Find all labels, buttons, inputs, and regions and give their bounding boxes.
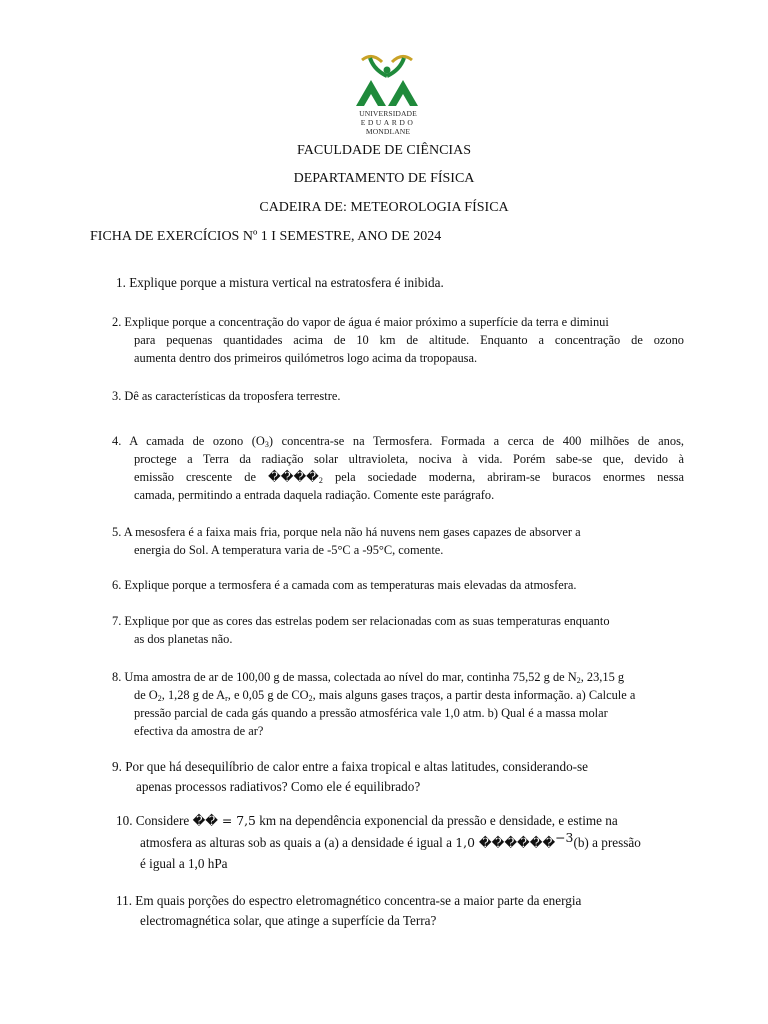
- question-5-line-2: energia do Sol. A temperatura varia de -5°C a -95°C, comente.: [134, 543, 444, 557]
- question-8-line-1: 8. Uma amostra de ar de 100,00 g de massa, colectada ao nível do mar, continha 75,52 g de $N_2$, 23,15 g: [112, 670, 625, 685]
- question-9-line-2: apenas processos radiativos? Como ele é equilibrado?: [136, 779, 421, 794]
- question-4: [112, 432, 684, 504]
- question-8: [112, 668, 698, 740]
- question-3-line-1: 3. Dê as características da troposfera terrestre.: [112, 389, 341, 403]
- question-11: [116, 891, 688, 931]
- question-11-line-2: electromagnética solar, que atinge a superfície da Terra?: [140, 913, 437, 928]
- question-8-line-4: efectiva da amostra de ar?: [134, 724, 264, 738]
- question-1-line-1: 1. Explique porque a mistura vertical na estratosfera é inibida.: [116, 275, 444, 290]
- question-8-line-2: de $O_2$, 1,28 g de $A_r$, e 0,05 g de $CO_2$, mais alguns gases traços, a partir desta informação. a) Calcule a: [134, 688, 636, 703]
- logo-text-line1: UNIVERSIDADE: [359, 109, 417, 118]
- question-10-line-3: é igual a 1,0 hPa: [140, 856, 228, 871]
- question-5: [112, 523, 684, 559]
- question-7: [112, 612, 684, 648]
- question-8-line-3: pressão parcial de cada gás quando a pressão atmosférica vale 1,0 atm. b) Qual é a massa molar: [134, 706, 608, 720]
- question-9-line-1: 9. Por que há desequilíbrio de calor entre a faixa tropical e altas latitudes, considerando-se: [112, 759, 589, 774]
- question-2-line-2: para pequenas quantidades acima de 10 km de altitude. Enquanto a concentração de ozono: [134, 333, 684, 347]
- question-2: [112, 313, 684, 367]
- question-9: [112, 757, 684, 797]
- department-heading: DEPARTAMENTO DE FÍSICA: [293, 171, 475, 186]
- question-4-line-2: proctege a Terra da radiação solar ultravioleta, nociva à vida. Porém sabe-se que, devido à: [134, 452, 684, 466]
- course-heading: CADEIRA DE: METEOROLOGIA FÍSICA: [259, 200, 509, 215]
- question-7-line-2: as dos planetas não.: [134, 632, 233, 646]
- question-10-line-1: 10. Considere �� = 7,5 km na dependência exponencial da pressão e densidade, e estime na: [116, 813, 618, 828]
- question-3: [112, 387, 684, 405]
- question-4-line-1: 4. A camada de ozono $(O_3)$ concentra-se na Termosfera. Formada a cerca de 400 milhões de anos,: [112, 434, 684, 449]
- logo-text-line2: EDUARDO: [360, 118, 416, 127]
- question-10: [116, 810, 690, 874]
- sheet-heading: FICHA DE EXERCÍCIOS Nº 1 I SEMESTRE, ANO DE 2024: [90, 229, 442, 244]
- question-2-line-1: 2. Explique porque a concentração do vapor de água é maior próximo a superfície da terra e diminui: [112, 315, 609, 329]
- university-emblem-icon: [352, 50, 422, 108]
- question-4-line-4: camada, permitindo a entrada daquela radiação. Comente este parágrafo.: [134, 488, 495, 502]
- question-4-line-3: emissão crescente de $����_2$ pela sociedade moderna, abriram-se buracos enormes nessa: [134, 470, 684, 485]
- question-6-line-1: 6. Explique porque a termosfera é a camada com as temperaturas mais elevadas da atmosfera.: [112, 578, 577, 592]
- question-1: [116, 273, 688, 293]
- logo-text-line3: MONDLANE: [365, 127, 411, 136]
- question-5-line-1: 5. A mesosfera é a faixa mais fria, porque nela não há nuvens nem gases capazes de absorver a: [112, 525, 581, 539]
- question-10-line-2: atmosfera as alturas sob as quais a (a) a densidade é igual a 1,0 ������$^{-3}$(b) a pressão: [140, 830, 641, 850]
- question-6: [112, 576, 684, 594]
- question-7-line-1: 7. Explique por que as cores das estrelas podem ser relacionadas com as suas temperaturas enquanto: [112, 614, 610, 628]
- faculty-heading: FACULDADE DE CIÊNCIAS: [297, 143, 471, 158]
- question-11-line-1: 11. Em quais porções do espectro eletromagnético concentra-se a maior parte da energia: [116, 893, 582, 908]
- question-2-line-3: aumenta dentro dos primeiros quilómetros logo acima da tropopausa.: [134, 351, 478, 365]
